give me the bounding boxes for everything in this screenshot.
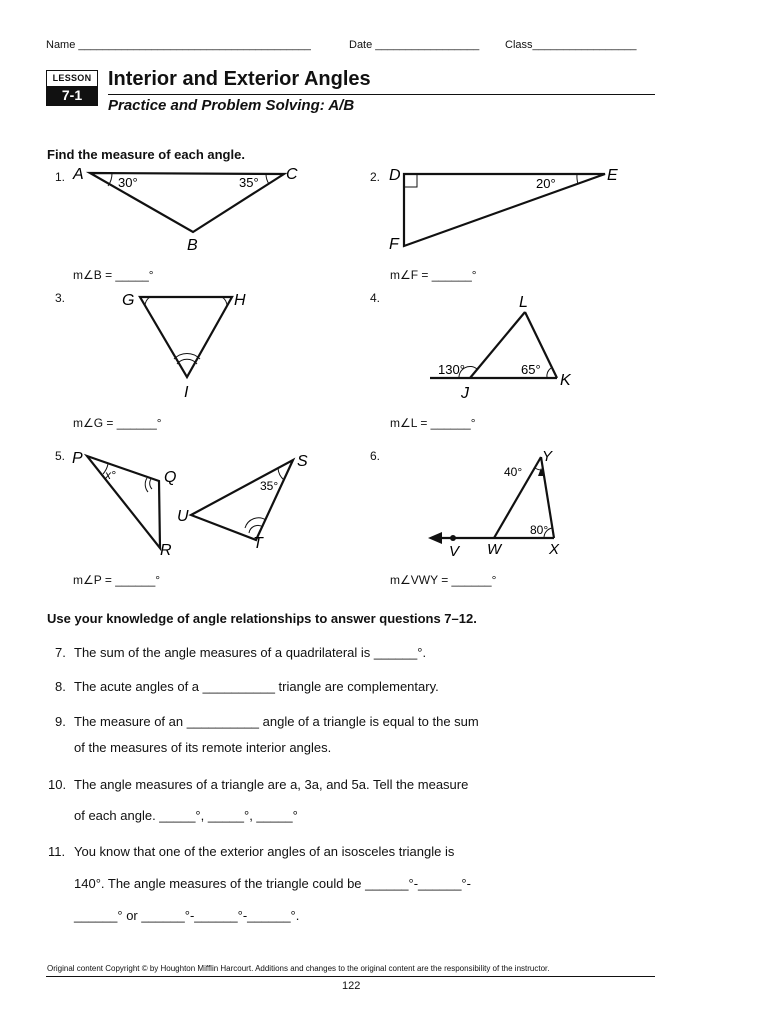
section1-heading: Find the measure of each angle. bbox=[47, 147, 245, 162]
angle-arc-s bbox=[278, 468, 284, 480]
question-10-number: 10. bbox=[48, 777, 67, 792]
vertex-q-label: Q bbox=[164, 469, 177, 486]
lesson-badge-label: LESSON bbox=[47, 71, 97, 86]
page-title: Interior and Exterior Angles bbox=[108, 68, 371, 90]
angle-label-30: 30° bbox=[118, 175, 138, 190]
vertex-b-label: B bbox=[187, 237, 198, 254]
angle-label-65: 65° bbox=[521, 362, 541, 377]
page-number: 122 bbox=[342, 980, 361, 992]
lesson-badge-number: 7-1 bbox=[47, 86, 97, 105]
vertex-u-label: U bbox=[177, 508, 189, 525]
vertex-s-label: S bbox=[297, 453, 308, 470]
angle-arc-i-outer bbox=[174, 353, 200, 359]
problem-1-number: 1. bbox=[55, 170, 66, 184]
triangle-ghi bbox=[140, 297, 232, 377]
angle-label-35-s: 35° bbox=[260, 479, 279, 493]
problem-4-figure bbox=[420, 288, 590, 403]
problem-3-number: 3. bbox=[55, 291, 66, 305]
vertex-r-label: R bbox=[160, 542, 172, 559]
angle-label-80: 80° bbox=[530, 523, 549, 537]
question-11-line-3: ______° or ______°-______°-______°. bbox=[74, 908, 300, 923]
vertex-a-label: A bbox=[73, 166, 84, 183]
question-9-line-1: The measure of an __________ angle of a triangle is equal to the sum bbox=[74, 714, 479, 729]
angle-arc-q-outer bbox=[145, 478, 148, 492]
vertex-k-label: K bbox=[560, 372, 571, 389]
problem-5-figure bbox=[68, 444, 328, 564]
right-angle-marker bbox=[404, 174, 417, 187]
question-11-line-1: You know that one of the exterior angles of an isosceles triangle is bbox=[74, 844, 455, 859]
angle-label-40: 40° bbox=[504, 465, 523, 479]
problem-1-answer: m∠B = _____° bbox=[73, 268, 154, 282]
question-8-number: 8. bbox=[55, 679, 66, 694]
problem-6-answer: m∠VWY = ______° bbox=[390, 573, 497, 587]
question-7-text: The sum of the angle measures of a quadrilateral is ______°. bbox=[74, 645, 427, 660]
date-field: Date _________________ bbox=[349, 39, 480, 51]
lesson-badge bbox=[46, 70, 98, 106]
angle-label-20: 20° bbox=[536, 176, 556, 191]
question-7-number: 7. bbox=[55, 645, 66, 660]
triangle-pqr bbox=[87, 456, 160, 548]
angle-label-35: 35° bbox=[239, 175, 259, 190]
vertex-l-label: L bbox=[519, 294, 528, 311]
problem-3-figure bbox=[110, 285, 270, 405]
problem-2-answer: m∠F = ______° bbox=[390, 268, 477, 282]
vertex-w-label: W bbox=[487, 541, 502, 558]
angle-arc-c bbox=[266, 174, 269, 184]
footer-rule bbox=[46, 976, 655, 977]
problem-2-number: 2. bbox=[370, 170, 381, 184]
vertex-p-label: P bbox=[72, 450, 83, 467]
vertex-e-label: E bbox=[607, 167, 618, 184]
vertex-i-label: I bbox=[184, 384, 189, 401]
angle-label-x: x° bbox=[105, 468, 116, 482]
question-10-line-1: The angle measures of a triangle are a, 3a, and 5a. Tell the measure bbox=[74, 777, 469, 792]
segment-jl bbox=[470, 312, 525, 378]
angle-arc-e bbox=[577, 174, 578, 184]
angle-arc-h bbox=[222, 297, 227, 306]
question-9-number: 9. bbox=[55, 714, 66, 729]
problem-5-number: 5. bbox=[55, 449, 66, 463]
point-v bbox=[450, 535, 456, 541]
title-rule bbox=[108, 94, 655, 95]
vertex-x-label: X bbox=[549, 541, 560, 558]
vertex-c-label: C bbox=[286, 166, 298, 183]
vertex-t-label: T bbox=[253, 535, 263, 552]
problem-2-figure bbox=[385, 162, 645, 262]
vertex-y-label: Y bbox=[542, 448, 553, 465]
problem-1-figure bbox=[60, 162, 320, 262]
problem-6-number: 6. bbox=[370, 449, 381, 463]
vertex-h-label: H bbox=[234, 292, 246, 309]
vertex-d-label: D bbox=[389, 167, 401, 184]
question-9-line-2: of the measures of its remote interior angles. bbox=[74, 740, 332, 755]
question-11-line-2: 140°. The angle measures of the triangle could be ______°-______°- bbox=[74, 876, 471, 891]
section2-heading: Use your knowledge of angle relationships to answer questions 7–12. bbox=[47, 611, 477, 626]
vertex-j-label: J bbox=[461, 385, 469, 402]
footer-copyright: Original content Copyright © by Houghton Mifflin Harcourt. Additions and changes to the original content are the responsibility of the instructor. bbox=[47, 964, 550, 973]
problem-4-answer: m∠L = ______° bbox=[390, 416, 476, 430]
question-10-line-2: of each angle. _____°, _____°, _____° bbox=[74, 808, 298, 823]
triangle-sut bbox=[191, 460, 293, 540]
vertex-g-label: G bbox=[122, 292, 135, 309]
problem-4-number: 4. bbox=[370, 291, 381, 305]
problem-5-answer: m∠P = ______° bbox=[73, 573, 161, 587]
angle-arc-q-inner bbox=[150, 479, 152, 489]
name-field: Name ______________________________________ bbox=[46, 39, 311, 51]
problem-6-figure bbox=[420, 446, 590, 561]
angle-arc-k bbox=[547, 368, 551, 378]
class-field: Class_________________ bbox=[505, 39, 637, 51]
question-11-number: 11. bbox=[48, 844, 66, 859]
angle-label-130: 130° bbox=[438, 362, 465, 377]
arrowhead-left bbox=[428, 532, 442, 544]
page-subtitle: Practice and Problem Solving: A/B bbox=[108, 97, 355, 114]
question-8-text: The acute angles of a __________ triangle are complementary. bbox=[74, 679, 439, 694]
vertex-v-label: V bbox=[449, 543, 460, 560]
vertex-f-label: F bbox=[389, 236, 399, 253]
problem-3-answer: m∠G = ______° bbox=[73, 416, 162, 430]
triangle-def bbox=[404, 174, 605, 246]
